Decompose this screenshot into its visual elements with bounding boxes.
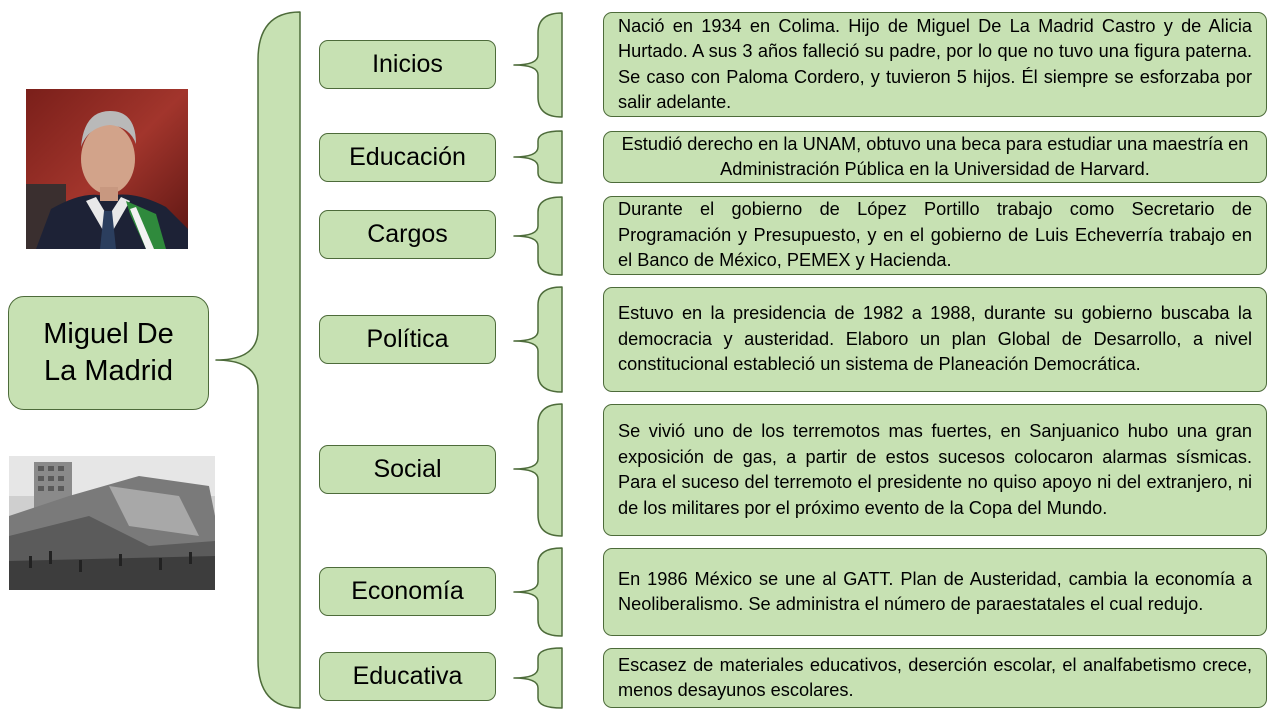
- description-text: Estudió derecho en la UNAM, obtuvo una beca para estudiar una maestría en Administración Pública en la Universidad de Harvard.: [621, 133, 1249, 179]
- bracket-economia: [514, 548, 562, 636]
- main-bracket: [216, 12, 300, 708]
- description-politica: [603, 287, 1267, 392]
- main-topic-box: [8, 296, 209, 410]
- category-label: Cargos: [367, 220, 448, 248]
- category-social: [319, 445, 496, 494]
- bracket-educacion: [514, 131, 562, 183]
- portrait-photo: [26, 89, 188, 249]
- bracket-cargos: [514, 197, 562, 275]
- category-cargos: [319, 210, 496, 259]
- description-text: Se vivió uno de los terremotos mas fuertes, en Sanjuanico hubo una gran exposición de gas, a partir de estos sucesos colocaron alarmas sísmicas. Para el suceso del terremoto el presidente no quiso apoyo ni del extranjero, ni de los militares por el próximo evento de la Copa del Mundo.: [618, 421, 1252, 518]
- description-educativa: [603, 648, 1267, 708]
- description-text: Nació en 1934 en Colima. Hijo de Miguel De La Madrid Castro y de Alicia Hurtado. A sus 3 años falleció su padre, por lo que no tuvo una figura paterna. Se caso con Paloma Cordero, y tuvieron 5 hijos. Él siempre se esforzaba por salir adelante.: [618, 15, 1252, 112]
- description-inicios: [603, 12, 1267, 117]
- category-label: Economía: [351, 577, 464, 605]
- category-educacion: [319, 133, 496, 182]
- description-cargos: [603, 196, 1267, 275]
- category-label: Inicios: [372, 50, 443, 78]
- category-label: Educación: [349, 143, 466, 171]
- category-label: Educativa: [352, 662, 463, 690]
- bracket-educativa: [514, 648, 562, 708]
- description-economia: [603, 548, 1267, 636]
- description-text: Estuvo en la presidencia de 1982 a 1988, durante su gobierno buscaba la democracia y austeridad. Elaboro un plan Global de Desarrollo, a nivel constitucional estableció un sistema de Planeación Democrática.: [618, 303, 1252, 375]
- description-text: Durante el gobierno de López Portillo trabajo como Secretario de Programación y Presupuesto, y en el gobierno de Luis Echeverría trabajo en el Banco de México, PEMEX y Hacienda.: [618, 199, 1252, 271]
- description-educacion: [603, 131, 1267, 183]
- description-social: [603, 404, 1267, 536]
- bracket-social: [514, 404, 562, 536]
- category-label: Social: [373, 455, 442, 483]
- description-text: Escasez de materiales educativos, deserción escolar, el analfabetismo crece, menos desayunos escolares.: [618, 654, 1252, 700]
- description-text: En 1986 México se une al GATT. Plan de Austeridad, cambia la economía a Neoliberalismo. Se administra el número de paraestatales el cual redujo.: [618, 568, 1252, 614]
- category-label: Política: [366, 325, 449, 353]
- category-educativa: [319, 652, 496, 701]
- earthquake-photo: [9, 456, 215, 590]
- category-inicios: [319, 40, 496, 89]
- category-politica: [319, 315, 496, 364]
- bracket-inicios: [514, 13, 562, 117]
- main-topic-title: Miguel De La Madrid: [43, 318, 174, 387]
- bracket-politica: [514, 287, 562, 392]
- category-economia: [319, 567, 496, 616]
